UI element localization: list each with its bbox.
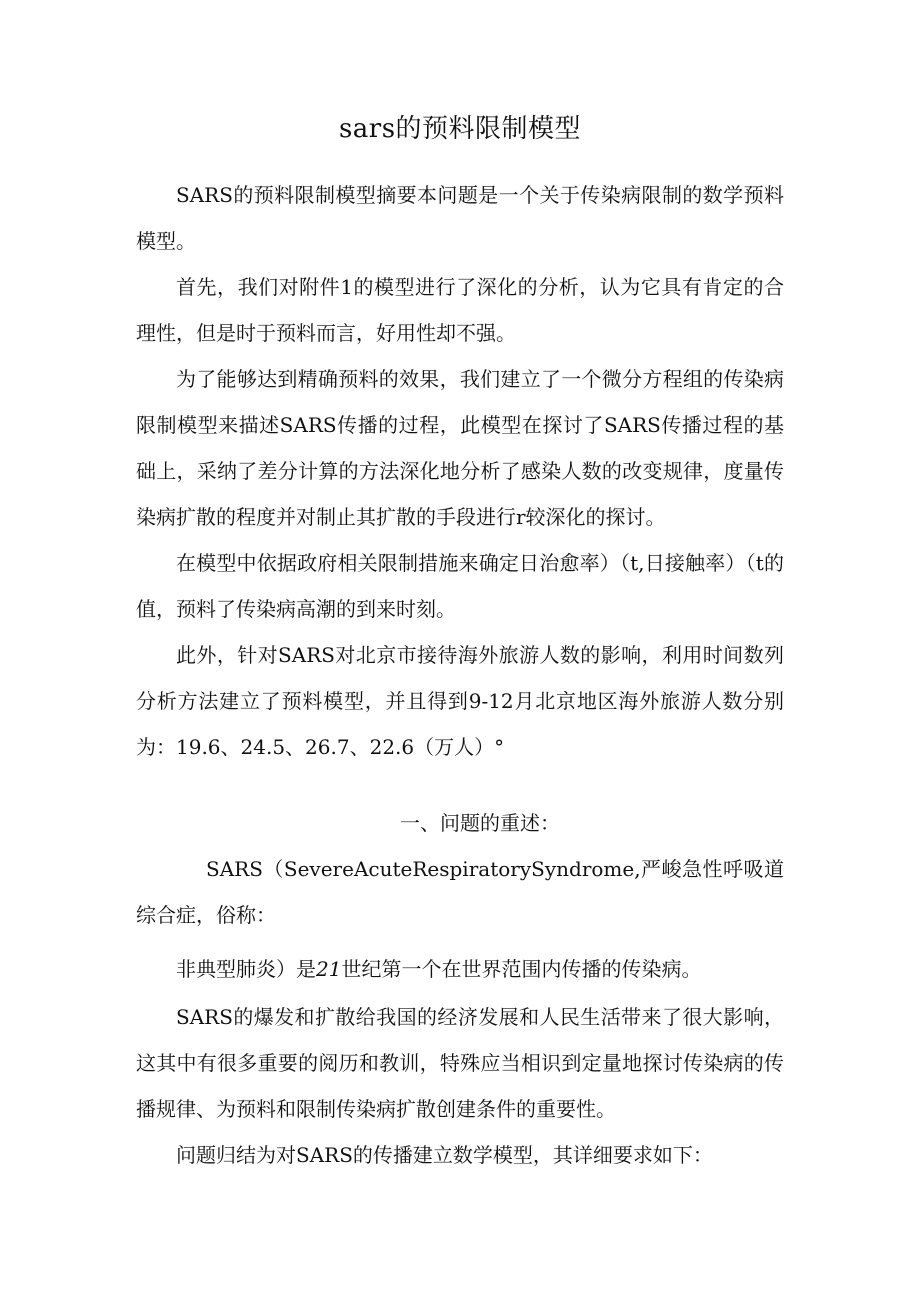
section-heading: 一、问题的重述： — [400, 811, 560, 835]
pneumonia-text-a: 非典型肺炎）是 — [176, 957, 316, 981]
sars-definition-paragraph: SARS（SevereAcuteRespiratorySyndrome,严峻急性呼吸道综合症，俗称： — [136, 857, 784, 927]
parameters-paragraph: 在模型中依据政府相关限制措施来确定日治愈率）（t,日接触率）（t的值，预料了传染病高潮的到来时刻。 — [136, 551, 784, 621]
century-number: 21 — [316, 957, 342, 981]
tourism-paragraph: 此外，针对SARS对北京市接待海外旅游人数的影响，利用时间数列分析方法建立了预料模型，并且得到9-12月北京地区海外旅游人数分别为：19.6、24.5、26.7、22.6（万人）° — [136, 643, 784, 759]
problem-statement-paragraph: 问题归结为对SARS的传播建立数学模型，其详细要求如下： — [176, 1143, 713, 1167]
abstract-paragraph: SARS的预料限制模型摘要本问题是一个关于传染病限制的数学预料模型。 — [136, 183, 784, 253]
pneumonia-text-b: 世纪第一个在世界范围内传播的传染病。 — [341, 957, 702, 981]
analysis-paragraph: 首先，我们对附件1的模型进行了深化的分析，认为它具有肯定的合理性，但是时于预料而言，好用性却不强。 — [136, 275, 784, 345]
model-paragraph: 为了能够达到精确预料的效果，我们建立了一个微分方程组的传染病限制模型来描述SARS传播的过程，此模型在探讨了SARS传播过程的基础上，采纳了差分计算的方法深化地分析了感染人数的改变规律，度量传染病扩散的程度并对制止其扩散的手段进行r较深化的探讨。 — [136, 367, 784, 529]
document-title: sars的预料限制模型 — [338, 114, 582, 144]
atypical-pneumonia-paragraph — [136, 946, 784, 992]
impact-paragraph: SARS的爆发和扩散给我国的经济发展和人民生活带来了很大影响，这其中有很多重要的阅历和教训，特殊应当相识到定量地探讨传染病的传播规律、为预料和限制传染病扩散创建条件的重要性。 — [136, 1005, 784, 1121]
